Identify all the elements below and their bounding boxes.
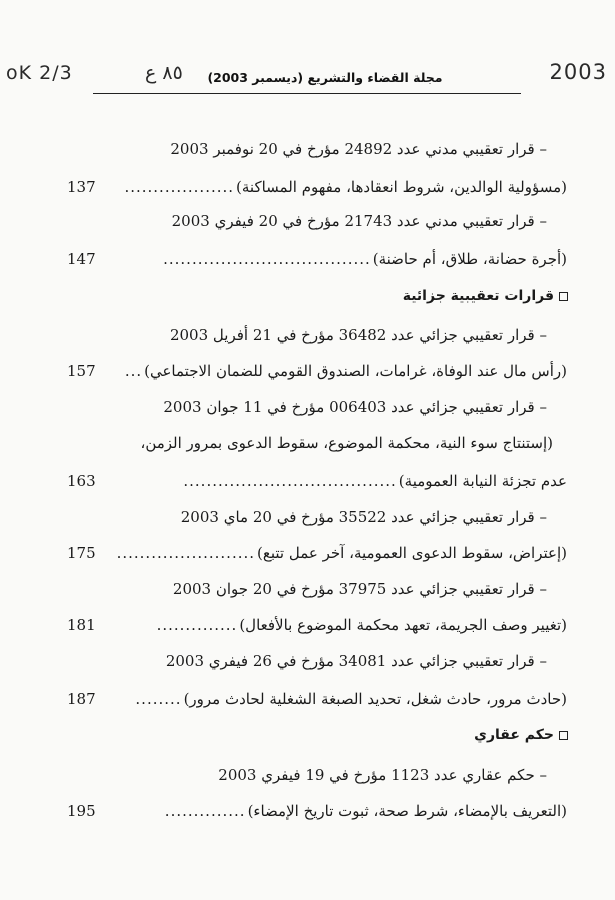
page-number[interactable]: 137 — [67, 178, 96, 196]
ref-text: (إعتراض، سقوط الدعوى العمومية، آخر عمل تتبع) — [257, 544, 567, 562]
ref-text: (التعريف بالإمضاء، شرط صحة، ثبوت تاريخ الإمضاء) — [247, 802, 567, 820]
decision-line: – قرار تعقيبي جزائي عدد 006403 مؤرخ في 11 جوان 2003 — [163, 398, 547, 416]
decision-line: – حكم عقاري عدد 1123 مؤرخ في 19 فيفري 2003 — [218, 766, 547, 784]
leader-dots: ... — [124, 362, 143, 380]
leader-dots: .............. — [164, 802, 246, 820]
journal-header-title: مجلة القضاء والتشريع (ديسمبر 2003) — [207, 70, 443, 85]
square-bullet-icon — [559, 731, 568, 740]
page-number[interactable]: 147 — [67, 250, 96, 268]
leader-dots: ........ — [135, 690, 182, 708]
decision-line: – قرار تعقيبي جزائي عدد 36482 مؤرخ في 21 أفريل 2003 — [169, 326, 547, 344]
toc-ref-line — [67, 250, 567, 268]
section-heading — [88, 288, 568, 304]
toc-ref-line — [67, 362, 567, 380]
ref-text: (رأس مال عند الوفاة، غرامات، الصندوق القومي للضمان الاجتماعي) — [144, 362, 567, 380]
ref-text: (أجرة حضانة، طلاق، أم حاضنة) — [372, 250, 567, 268]
leader-dots: ..................................... — [183, 472, 397, 490]
leader-dots: .................................... — [163, 250, 371, 268]
page-number[interactable]: 175 — [67, 544, 96, 562]
toc-ref-line — [67, 802, 567, 820]
page-number[interactable]: 163 — [67, 472, 96, 490]
ref-text: (حادث مرور، حادث شغل، تحديد الصبغة الشغلية لحادث مرور) — [183, 690, 567, 708]
toc-ref-line — [67, 616, 567, 634]
decision-line: – قرار تعقيبي مدني عدد 24892 مؤرخ في 20 نوفمبر 2003 — [170, 140, 547, 158]
page-number[interactable]: 181 — [67, 616, 96, 634]
toc-ref-line — [67, 178, 567, 196]
section-heading — [88, 727, 568, 743]
decision-line: – قرار تعقيبي مدني عدد 21743 مؤرخ في 20 فيفري 2003 — [171, 212, 547, 230]
handwritten-page-note: ٨٥ ع — [145, 62, 183, 84]
decision-line: – قرار تعقيبي جزائي عدد 37975 مؤرخ في 20 جوان 2003 — [172, 580, 547, 598]
section-title: حكم عقاري — [474, 727, 554, 743]
leader-dots: .............. — [156, 616, 238, 634]
ref-text: (مسؤولية الوالدين، شروط انعقادها، مفهوم المساكنة) — [236, 178, 567, 196]
section-title: قرارات تعقيبية جزائية — [402, 288, 554, 304]
ref-text: (تغيير وصف الجريمة، تعهد محكمة الموضوع بالأفعال) — [239, 616, 567, 634]
ref-text-line: (إستنتاج سوء النية، محكمة الموضوع، سقوط الدعوى بمرور الزمن، — [140, 434, 553, 452]
square-bullet-icon — [559, 292, 568, 301]
toc-ref-line — [67, 544, 567, 562]
page-number[interactable]: 187 — [67, 690, 96, 708]
leader-dots: ........................ — [116, 544, 256, 562]
handwritten-year: 2003 — [549, 60, 607, 84]
ref-text: عدم تجزئة النيابة العمومية) — [398, 472, 567, 490]
toc-ref-line — [67, 472, 567, 490]
toc-ref-line — [67, 690, 567, 708]
page-number[interactable]: 157 — [67, 362, 96, 380]
page-number[interactable]: 195 — [67, 802, 96, 820]
handwritten-note: oK 2/3 — [6, 62, 73, 84]
decision-line: – قرار تعقيبي جزائي عدد 35522 مؤرخ في 20 ماي 2003 — [180, 508, 547, 526]
decision-line: – قرار تعقيبي جزائي عدد 34081 مؤرخ في 26 فيفري 2003 — [165, 652, 547, 670]
leader-dots: ................... — [124, 178, 235, 196]
